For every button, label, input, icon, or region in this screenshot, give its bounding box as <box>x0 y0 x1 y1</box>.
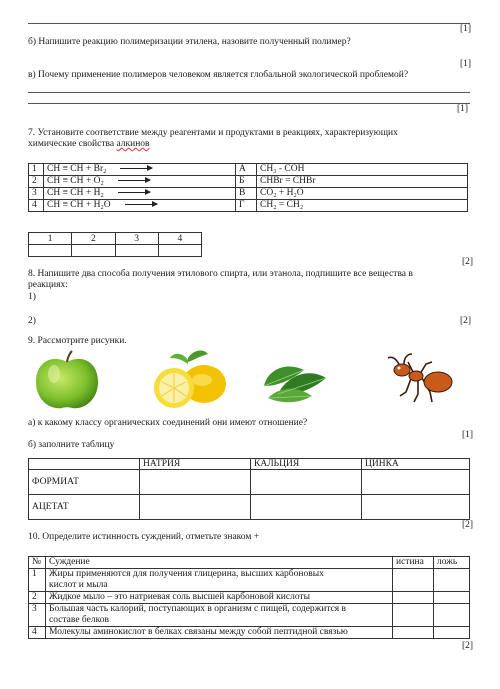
answer-line <box>28 23 470 24</box>
score-mark: [2] <box>462 641 474 651</box>
table-row: ФОРМИАТ <box>29 470 470 495</box>
q8-text-2: реакциях: <box>28 280 68 290</box>
answer-cell[interactable] <box>362 470 470 495</box>
table-row: 1 Жиры применяются для получения глицерина, высших карбоновых кислот и мыла <box>29 569 470 592</box>
table-row: 3 Большая часть калорий, поступающих в организм с пищей, содержится в составе белков <box>29 604 470 627</box>
table-row: НАТРИЯ КАЛЬЦИЯ ЦИНКА <box>29 459 470 470</box>
table-row: № Суждение истина ложь <box>29 557 470 569</box>
q7-alkynes-word: алкинов <box>116 139 150 149</box>
q9a-text: а) к какому классу органических соединений они имеют отношение? <box>28 418 308 428</box>
q6b-text: б) Напишите реакцию полимеризации этилена, назовите полученный полимер? <box>28 37 351 47</box>
table-row: АЦЕТАТ <box>29 495 470 520</box>
table-row: 4 Молекулы аминокислот в белках связаны между собой пептидной связью <box>29 627 470 639</box>
answer-cell[interactable] <box>140 495 251 520</box>
answer-cell[interactable] <box>393 592 434 604</box>
spinach-icon <box>258 356 330 406</box>
truth-table <box>28 556 470 639</box>
answer-cell[interactable] <box>434 592 470 604</box>
q9b-text: б) заполните таблицу <box>28 440 115 450</box>
arrow-icon <box>118 180 150 181</box>
table-row: 1 2 3 4 <box>29 233 202 245</box>
answer-cell[interactable] <box>29 245 72 257</box>
table-row: 4 CH ≡ CH + H₂O Г CH₂ = CH₂ <box>29 200 468 212</box>
q7-answer-table <box>28 232 202 257</box>
answer-cell[interactable] <box>434 627 470 639</box>
ant-icon <box>386 352 458 408</box>
answer-cell[interactable] <box>251 470 362 495</box>
answer-cell[interactable] <box>434 604 470 627</box>
arrow-icon <box>125 204 157 205</box>
table-row <box>29 245 202 257</box>
arrow-icon <box>118 192 150 193</box>
salts-table <box>28 458 470 520</box>
answer-line <box>28 92 470 93</box>
score-mark: [1] <box>460 24 472 34</box>
q7-match-table <box>28 163 468 212</box>
score-mark: [2] <box>460 316 472 326</box>
lemons-icon <box>148 348 228 412</box>
answer-cell[interactable] <box>362 495 470 520</box>
q8-option-1: 1) <box>28 292 36 302</box>
q9-title: 9. Рассмотрите рисунки. <box>28 336 127 346</box>
answer-cell[interactable] <box>72 245 115 257</box>
answer-cell[interactable] <box>115 245 158 257</box>
q8-option-2: 2) <box>28 316 36 326</box>
score-mark: [1] <box>460 59 472 69</box>
arrow-icon <box>120 168 152 169</box>
answer-cell[interactable] <box>393 604 434 627</box>
table-row: 1 CH ≡ CH + Br₂ А CH₃ - COH <box>29 164 468 176</box>
score-mark: [2] <box>462 520 474 530</box>
q8-text: 8. Напишите два способа получения этилового спирта, или этанола, подпишите все вещества в <box>28 269 413 279</box>
apple-icon <box>32 350 102 412</box>
answer-cell[interactable] <box>140 470 251 495</box>
table-row: 2 CH ≡ CH + O₂ Б CHBr = CHBr <box>29 176 468 188</box>
table-row: 2 Жидкое мыло – это натриевая соль высшей карбоновой кислоты <box>29 592 470 604</box>
table-row: 3 CH ≡ CH + H₂ В CO₂ + H₂O <box>29 188 468 200</box>
q10-title: 10. Определите истинность суждений, отметьте знаком + <box>28 532 260 542</box>
score-mark: [1] <box>457 104 469 114</box>
score-mark: [2] <box>462 257 474 267</box>
answer-cell[interactable] <box>251 495 362 520</box>
q7-text-2: химические свойства алкинов <box>28 139 150 149</box>
answer-cell[interactable] <box>434 569 470 592</box>
answer-line <box>28 103 470 104</box>
answer-cell[interactable] <box>393 569 434 592</box>
answer-cell[interactable] <box>158 245 201 257</box>
q6c-text: в) Почему применение полимеров человеком является глобальной экологической проблемой? <box>28 70 409 80</box>
answer-cell[interactable] <box>393 627 434 639</box>
score-mark: [1] <box>462 430 474 440</box>
q7-text: 7. Установите соответствие между реагентами и продуктами в реакциях, характеризующих <box>28 128 398 138</box>
